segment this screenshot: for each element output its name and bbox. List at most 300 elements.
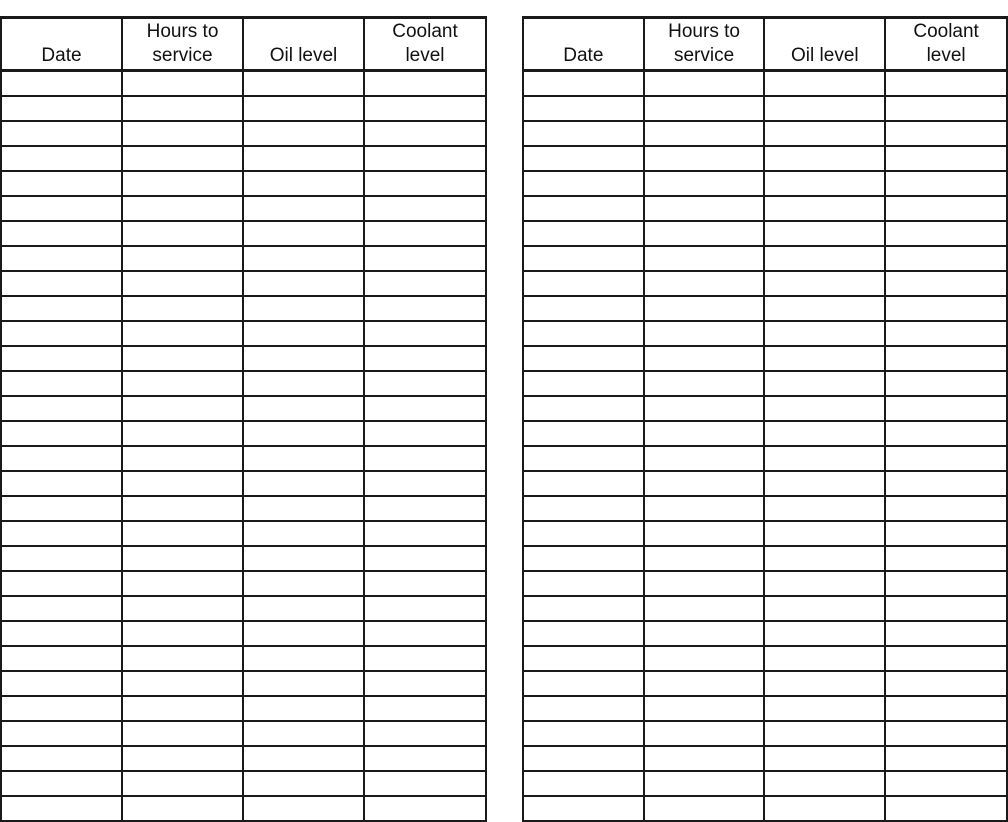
coolant-level-cell[interactable] [364, 646, 486, 671]
service-log-table-right [522, 16, 1008, 822]
hours-to-service-cell[interactable] [644, 496, 765, 521]
coolant-level-cell[interactable] [364, 196, 486, 221]
table-row [523, 446, 1007, 471]
date-cell[interactable] [1, 671, 122, 696]
table-row [523, 221, 1007, 246]
coolant-level-cell[interactable] [885, 221, 1007, 246]
oil-level-cell[interactable] [243, 371, 364, 396]
coolant-level-cell[interactable] [885, 746, 1007, 771]
date-cell[interactable] [1, 621, 122, 646]
hours-to-service-cell[interactable] [122, 646, 243, 671]
oil-level-cell[interactable] [243, 671, 364, 696]
date-cell[interactable] [523, 146, 644, 171]
coolant-header-line2: level [926, 45, 966, 66]
hours-to-service-cell[interactable] [122, 446, 243, 471]
date-cell[interactable] [1, 121, 122, 146]
date-cell[interactable] [523, 796, 644, 821]
date-cell[interactable] [1, 296, 122, 321]
coolant-level-cell[interactable] [364, 746, 486, 771]
coolant-level-cell[interactable] [364, 371, 486, 396]
coolant-level-cell[interactable] [364, 171, 486, 196]
table-row [1, 346, 486, 371]
hours-to-service-cell[interactable] [644, 521, 765, 546]
date-cell[interactable] [1, 221, 122, 246]
date-cell[interactable] [1, 396, 122, 421]
oil-level-cell[interactable] [243, 296, 364, 321]
oil-level-cell[interactable] [243, 696, 364, 721]
coolant-header-line2: level [405, 45, 445, 66]
hours-to-service-cell[interactable] [644, 146, 765, 171]
date-cell[interactable] [523, 396, 644, 421]
hours-to-service-cell[interactable] [122, 321, 243, 346]
date-cell[interactable] [523, 721, 644, 746]
date-cell[interactable] [523, 196, 644, 221]
oil-level-cell[interactable] [243, 96, 364, 121]
table-row [523, 196, 1007, 221]
hours-to-service-cell[interactable] [644, 171, 765, 196]
coolant-level-cell[interactable] [885, 596, 1007, 621]
hours-to-service-cell[interactable] [644, 296, 765, 321]
hours-to-service-cell[interactable] [122, 546, 243, 571]
oil-level-cell[interactable] [764, 321, 885, 346]
oil-level-cell[interactable] [764, 746, 885, 771]
coolant-level-cell[interactable] [364, 421, 486, 446]
date-cell[interactable] [523, 646, 644, 671]
date-cell[interactable] [523, 671, 644, 696]
hours-to-service-cell[interactable] [644, 421, 765, 446]
coolant-level-cell[interactable] [885, 171, 1007, 196]
date-cell[interactable] [1, 371, 122, 396]
table-row [1, 696, 486, 721]
oil-level-cell[interactable] [764, 571, 885, 596]
oil-level-cell[interactable] [243, 521, 364, 546]
oil-level-cell[interactable] [243, 546, 364, 571]
hours-to-service-cell[interactable] [644, 96, 765, 121]
coolant-level-cell[interactable] [364, 71, 486, 97]
coolant-level-cell[interactable] [885, 71, 1007, 97]
table-row [1, 721, 486, 746]
coolant-level-cell[interactable] [885, 146, 1007, 171]
coolant-level-cell[interactable] [364, 446, 486, 471]
coolant-level-cell[interactable] [885, 621, 1007, 646]
hours-to-service-cell[interactable] [122, 721, 243, 746]
oil-level-cell[interactable] [764, 471, 885, 496]
date-cell[interactable] [1, 696, 122, 721]
table-row [523, 571, 1007, 596]
coolant-level-cell[interactable] [885, 646, 1007, 671]
coolant-level-cell[interactable] [364, 771, 486, 796]
date-cell[interactable] [1, 346, 122, 371]
date-cell[interactable] [1, 746, 122, 771]
table-row [1, 121, 486, 146]
date-cell[interactable] [1, 596, 122, 621]
hours-to-service-cell[interactable] [644, 221, 765, 246]
oil-level-cell[interactable] [764, 446, 885, 471]
table-row [523, 696, 1007, 721]
table-row [523, 96, 1007, 121]
hours-to-service-cell[interactable] [644, 771, 765, 796]
hours-to-service-cell[interactable] [644, 746, 765, 771]
oil-level-cell[interactable] [764, 521, 885, 546]
hours-to-service-cell[interactable] [122, 696, 243, 721]
date-cell[interactable] [523, 771, 644, 796]
log-rows [523, 71, 1007, 822]
date-header-label: Date [41, 45, 82, 66]
oil-level-cell[interactable] [764, 296, 885, 321]
hours-to-service-cell[interactable] [644, 346, 765, 371]
coolant-level-cell[interactable] [885, 521, 1007, 546]
table-row [523, 646, 1007, 671]
date-cell[interactable] [1, 171, 122, 196]
coolant-level-cell[interactable] [364, 146, 486, 171]
coolant-level-cell[interactable] [885, 496, 1007, 521]
hours-to-service-cell[interactable] [644, 546, 765, 571]
coolant-level-cell[interactable] [364, 621, 486, 646]
table-row [523, 721, 1007, 746]
hours-to-service-cell[interactable] [644, 371, 765, 396]
date-cell[interactable] [1, 646, 122, 671]
hours-header-line2: service [152, 45, 213, 66]
oil-level-cell[interactable] [764, 396, 885, 421]
hours-to-service-cell[interactable] [644, 196, 765, 221]
table-row [1, 96, 486, 121]
table-row [523, 271, 1007, 296]
date-cell[interactable] [523, 421, 644, 446]
date-cell[interactable] [523, 446, 644, 471]
hours-to-service-cell[interactable] [122, 621, 243, 646]
oil-level-cell[interactable] [243, 196, 364, 221]
oil-level-cell[interactable] [764, 121, 885, 146]
coolant-level-cell[interactable] [885, 271, 1007, 296]
hours-to-service-cell[interactable] [122, 246, 243, 271]
coolant-level-cell[interactable] [885, 696, 1007, 721]
table-row [1, 71, 486, 97]
table-row [523, 796, 1007, 821]
coolant-level-cell[interactable] [885, 771, 1007, 796]
oil-level-cell[interactable] [764, 221, 885, 246]
date-cell[interactable] [1, 496, 122, 521]
coolant-level-cell[interactable] [885, 471, 1007, 496]
date-cell[interactable] [1, 321, 122, 346]
table-row [523, 396, 1007, 421]
table-row [523, 621, 1007, 646]
table-row [1, 746, 486, 771]
date-header-label: Date [563, 45, 604, 66]
oil-level-cell[interactable] [764, 346, 885, 371]
date-cell[interactable] [1, 771, 122, 796]
hours-to-service-cell[interactable] [122, 346, 243, 371]
hours-to-service-cell[interactable] [122, 271, 243, 296]
oil-level-cell[interactable] [764, 596, 885, 621]
table-row [523, 596, 1007, 621]
table-row [1, 446, 486, 471]
date-cell[interactable] [523, 521, 644, 546]
oil-level-cell[interactable] [243, 346, 364, 371]
coolant-level-cell[interactable] [364, 271, 486, 296]
coolant-header-line1: Coolant [913, 21, 979, 42]
header-row [1, 18, 486, 71]
oil-level-cell[interactable] [764, 646, 885, 671]
hours-to-service-cell[interactable] [122, 96, 243, 121]
oil-level-cell[interactable] [764, 696, 885, 721]
date-cell[interactable] [523, 346, 644, 371]
table-row [523, 371, 1007, 396]
coolant-level-cell[interactable] [885, 96, 1007, 121]
coolant-level-cell[interactable] [364, 696, 486, 721]
coolant-level-cell[interactable] [364, 571, 486, 596]
hours-to-service-cell[interactable] [122, 371, 243, 396]
date-cell[interactable] [523, 496, 644, 521]
hours-to-service-cell[interactable] [122, 146, 243, 171]
hours-to-service-cell[interactable] [122, 171, 243, 196]
oil-level-cell[interactable] [243, 146, 364, 171]
date-cell[interactable] [1, 546, 122, 571]
oil-level-cell[interactable] [243, 771, 364, 796]
hours-to-service-cell[interactable] [122, 296, 243, 321]
oil-level-cell[interactable] [243, 121, 364, 146]
oil-level-cell[interactable] [764, 146, 885, 171]
date-cell[interactable] [523, 371, 644, 396]
coolant-level-header [885, 18, 1007, 71]
table-row [1, 396, 486, 421]
hours-to-service-cell[interactable] [122, 221, 243, 246]
table-row [1, 321, 486, 346]
hours-header-line1: Hours to [146, 21, 219, 42]
oil-level-cell[interactable] [243, 496, 364, 521]
coolant-level-cell[interactable] [364, 96, 486, 121]
date-header [523, 18, 644, 71]
oil-level-cell[interactable] [764, 721, 885, 746]
oil-level-cell[interactable] [243, 571, 364, 596]
hours-to-service-cell[interactable] [644, 671, 765, 696]
table-row [523, 71, 1007, 97]
hours-to-service-cell[interactable] [644, 621, 765, 646]
date-cell[interactable] [523, 571, 644, 596]
hours-to-service-cell[interactable] [122, 396, 243, 421]
oil-level-cell[interactable] [243, 746, 364, 771]
date-cell[interactable] [523, 246, 644, 271]
coolant-level-cell[interactable] [364, 246, 486, 271]
date-cell[interactable] [523, 696, 644, 721]
coolant-level-cell[interactable] [885, 321, 1007, 346]
hours-to-service-cell[interactable] [122, 121, 243, 146]
oil-level-cell[interactable] [764, 71, 885, 97]
table-row [523, 471, 1007, 496]
coolant-level-cell[interactable] [885, 796, 1007, 821]
oil-level-cell[interactable] [764, 271, 885, 296]
hours-to-service-cell[interactable] [122, 521, 243, 546]
oil-header-label: Oil level [269, 45, 338, 66]
hours-to-service-cell[interactable] [644, 646, 765, 671]
date-cell[interactable] [523, 121, 644, 146]
oil-level-cell[interactable] [243, 396, 364, 421]
date-cell[interactable] [1, 721, 122, 746]
hours-to-service-cell[interactable] [122, 496, 243, 521]
hours-header-line1: Hours to [668, 21, 740, 42]
hours-to-service-cell[interactable] [644, 571, 765, 596]
coolant-level-cell[interactable] [885, 296, 1007, 321]
coolant-level-cell[interactable] [885, 396, 1007, 421]
table-row [523, 771, 1007, 796]
table-row [523, 346, 1007, 371]
coolant-level-cell[interactable] [364, 221, 486, 246]
date-cell[interactable] [1, 796, 122, 821]
date-cell[interactable] [523, 221, 644, 246]
coolant-level-cell[interactable] [364, 721, 486, 746]
oil-level-cell[interactable] [243, 596, 364, 621]
hours-to-service-cell[interactable] [644, 596, 765, 621]
table-row [1, 371, 486, 396]
date-cell[interactable] [523, 546, 644, 571]
date-cell[interactable] [523, 621, 644, 646]
coolant-level-cell[interactable] [364, 121, 486, 146]
coolant-level-cell[interactable] [885, 721, 1007, 746]
oil-level-cell[interactable] [764, 246, 885, 271]
date-cell[interactable] [523, 271, 644, 296]
coolant-level-cell[interactable] [885, 421, 1007, 446]
coolant-level-cell[interactable] [885, 371, 1007, 396]
table-row [523, 746, 1007, 771]
coolant-level-cell[interactable] [364, 396, 486, 421]
coolant-level-cell[interactable] [364, 596, 486, 621]
hours-to-service-cell[interactable] [644, 471, 765, 496]
coolant-level-cell[interactable] [885, 196, 1007, 221]
table-row [523, 246, 1007, 271]
oil-level-cell[interactable] [243, 621, 364, 646]
oil-level-cell[interactable] [243, 246, 364, 271]
coolant-level-cell[interactable] [885, 346, 1007, 371]
coolant-level-cell[interactable] [364, 671, 486, 696]
hours-to-service-cell[interactable] [644, 246, 765, 271]
coolant-level-header [364, 18, 486, 71]
date-cell[interactable] [1, 471, 122, 496]
hours-to-service-cell[interactable] [122, 421, 243, 446]
coolant-level-cell[interactable] [364, 346, 486, 371]
coolant-level-cell[interactable] [364, 321, 486, 346]
table-row [523, 321, 1007, 346]
hours-to-service-cell[interactable] [122, 196, 243, 221]
oil-level-cell[interactable] [243, 796, 364, 821]
hours-to-service-cell[interactable] [122, 771, 243, 796]
hours-to-service-cell[interactable] [122, 671, 243, 696]
oil-level-cell[interactable] [243, 221, 364, 246]
oil-level-cell[interactable] [764, 671, 885, 696]
hours-to-service-cell[interactable] [644, 321, 765, 346]
date-cell[interactable] [1, 446, 122, 471]
date-cell[interactable] [1, 146, 122, 171]
coolant-level-cell[interactable] [885, 671, 1007, 696]
oil-level-cell[interactable] [764, 621, 885, 646]
service-log-table-left [0, 16, 487, 822]
coolant-level-cell[interactable] [885, 121, 1007, 146]
coolant-level-cell[interactable] [885, 546, 1007, 571]
oil-level-cell[interactable] [764, 96, 885, 121]
hours-to-service-cell[interactable] [644, 121, 765, 146]
date-cell[interactable] [1, 421, 122, 446]
oil-level-cell[interactable] [243, 271, 364, 296]
date-cell[interactable] [523, 321, 644, 346]
date-cell[interactable] [523, 746, 644, 771]
log-rows [1, 71, 486, 822]
hours-to-service-cell[interactable] [644, 696, 765, 721]
hours-to-service-cell[interactable] [122, 471, 243, 496]
table-row [1, 546, 486, 571]
hours-to-service-cell[interactable] [644, 396, 765, 421]
table-row [1, 296, 486, 321]
oil-level-cell[interactable] [764, 171, 885, 196]
oil-level-cell[interactable] [243, 321, 364, 346]
date-cell[interactable] [523, 596, 644, 621]
coolant-level-cell[interactable] [364, 296, 486, 321]
table-row [1, 521, 486, 546]
oil-level-cell[interactable] [764, 421, 885, 446]
date-cell[interactable] [1, 271, 122, 296]
table-row [1, 146, 486, 171]
table-row [1, 796, 486, 821]
oil-level-cell[interactable] [764, 496, 885, 521]
date-cell[interactable] [1, 71, 122, 97]
table-row [1, 596, 486, 621]
coolant-level-cell[interactable] [364, 796, 486, 821]
hours-to-service-cell[interactable] [644, 271, 765, 296]
hours-to-service-cell[interactable] [122, 71, 243, 97]
table-row [523, 671, 1007, 696]
date-cell[interactable] [523, 296, 644, 321]
coolant-level-cell[interactable] [364, 546, 486, 571]
date-cell[interactable] [523, 471, 644, 496]
oil-level-cell[interactable] [243, 171, 364, 196]
oil-level-cell[interactable] [764, 796, 885, 821]
date-cell[interactable] [523, 171, 644, 196]
date-cell[interactable] [1, 96, 122, 121]
coolant-level-cell[interactable] [885, 571, 1007, 596]
hours-to-service-cell[interactable] [644, 446, 765, 471]
coolant-level-cell[interactable] [364, 521, 486, 546]
hours-to-service-cell[interactable] [644, 796, 765, 821]
coolant-level-cell[interactable] [364, 471, 486, 496]
oil-level-cell[interactable] [764, 546, 885, 571]
coolant-header-line1: Coolant [392, 21, 458, 42]
date-cell[interactable] [523, 71, 644, 97]
date-cell[interactable] [1, 571, 122, 596]
hours-header-line2: service [673, 45, 735, 66]
coolant-level-cell[interactable] [364, 496, 486, 521]
date-header [1, 18, 122, 71]
hours-to-service-cell[interactable] [644, 721, 765, 746]
hours-to-service-cell[interactable] [122, 746, 243, 771]
oil-level-cell[interactable] [243, 446, 364, 471]
oil-level-cell[interactable] [764, 771, 885, 796]
oil-level-cell[interactable] [243, 421, 364, 446]
oil-level-cell[interactable] [764, 196, 885, 221]
hours-to-service-cell[interactable] [122, 571, 243, 596]
oil-level-cell[interactable] [243, 721, 364, 746]
hours-to-service-cell[interactable] [122, 796, 243, 821]
date-cell[interactable] [1, 521, 122, 546]
oil-level-cell[interactable] [243, 646, 364, 671]
date-cell[interactable] [1, 196, 122, 221]
date-cell[interactable] [523, 96, 644, 121]
hours-to-service-cell[interactable] [122, 596, 243, 621]
coolant-level-cell[interactable] [885, 446, 1007, 471]
oil-level-header [243, 18, 364, 71]
coolant-level-cell[interactable] [885, 246, 1007, 271]
date-cell[interactable] [1, 246, 122, 271]
oil-level-cell[interactable] [243, 471, 364, 496]
oil-level-cell[interactable] [243, 71, 364, 97]
oil-level-cell[interactable] [764, 371, 885, 396]
hours-to-service-cell[interactable] [644, 71, 765, 97]
